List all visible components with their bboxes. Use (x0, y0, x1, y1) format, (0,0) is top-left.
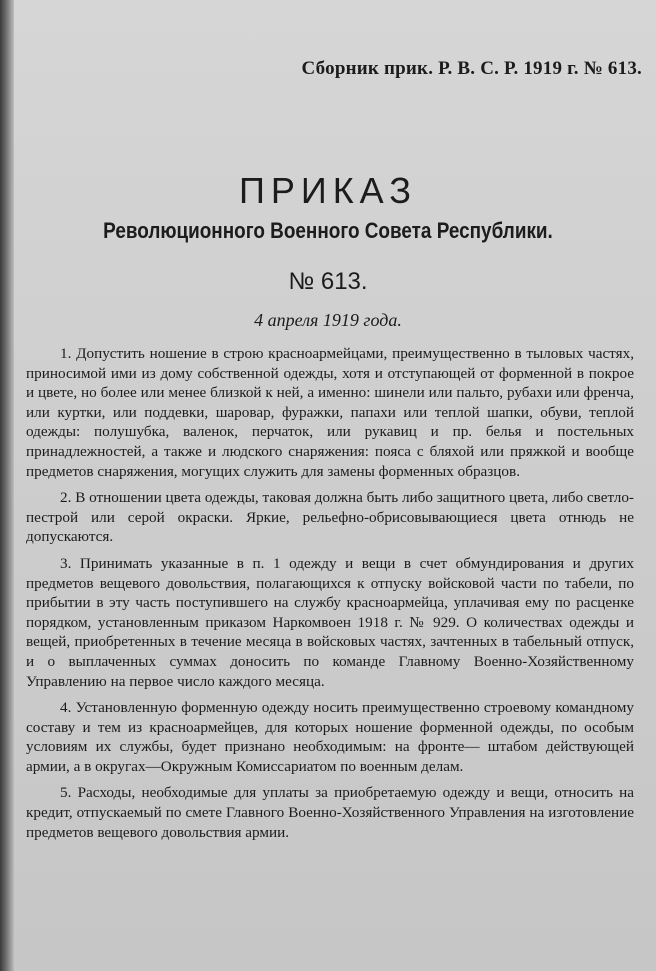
book-spine-shadow (0, 0, 14, 971)
paragraph-5: 5. Расходы, необходимые для уплаты за приобретаемую одежду и вещи, относить на кредит, отпускаемый по смете Главного Военно-Хозяйственного Управления на изготовление предметов вещевого довольствия армии. (26, 784, 634, 841)
order-body (26, 344, 634, 842)
paragraph-4: 4. Установленную форменную одежду носить преимущественно строевому командному составу и тем из красноармейцев, для которых ношение форменной одежды, по особым условиям их службы, будет признано необходимым: на фронте— штабом действующей армии, а в округах—Окружным Комиссариатом по военным делам. (26, 699, 634, 775)
order-date: 4 апреля 1919 года. (254, 310, 402, 330)
collection-reference: Сборник прик. Р. В. С. Р. 1919 г. № 613. (301, 58, 642, 79)
order-number: № 613. (288, 268, 368, 295)
order-issuer: Революционного Военного Совета Республики. (103, 218, 553, 243)
paragraph-1: 1. Допустить ношение в строю красноармейцами, преимущественно в тыловых частях, приносимой ими из дому собственной одежды, хотя и отступающей от форменной в покрое и цвете, но более или менее близкой к ней, а именно: шинели или пальто, рубахи или френча, или куртки, или поддевки, шаровар, фуражки, папахи или теплой шапки, обуви, теплой одежды: полушубка, валенок, перчаток, или рукавиц и пр. белья и постельных принадлежностей, а также и людского снаряжения: пояса с бляхой или пряжкой и вообще предметов снаряжения, могущих служить для замены форменных образцов. (26, 345, 634, 480)
order-heading: ПРИКАЗ (238, 170, 418, 211)
paragraph-3: 3. Принимать указанные в п. 1 одежду и вещи в счет обмундирования и других предметов вещевого довольствия, полагающихся к отпуску войсковой части по табели, по прибытии в эту часть поступившего на службу красноармейца, уплачивая ему по расценке порядком, установленным приказом Наркомвоен 1918 г. № 929. О количествах одежды и вещей, приобретенных в течение месяца в войсковых частях, зачтенных в табельный отпуск, и о выплаченных суммах доносить по команде Главному Военно-Хозяйственному Управлению на первое число каждого месяца. (26, 554, 634, 690)
paragraph-2: 2. В отношении цвета одежды, таковая должна быть либо защитного цвета, либо светло-пестрой или серой окраски. Яркие, рельефно-обрисовывающиеся цвета отнюдь не допускаются. (26, 489, 634, 546)
